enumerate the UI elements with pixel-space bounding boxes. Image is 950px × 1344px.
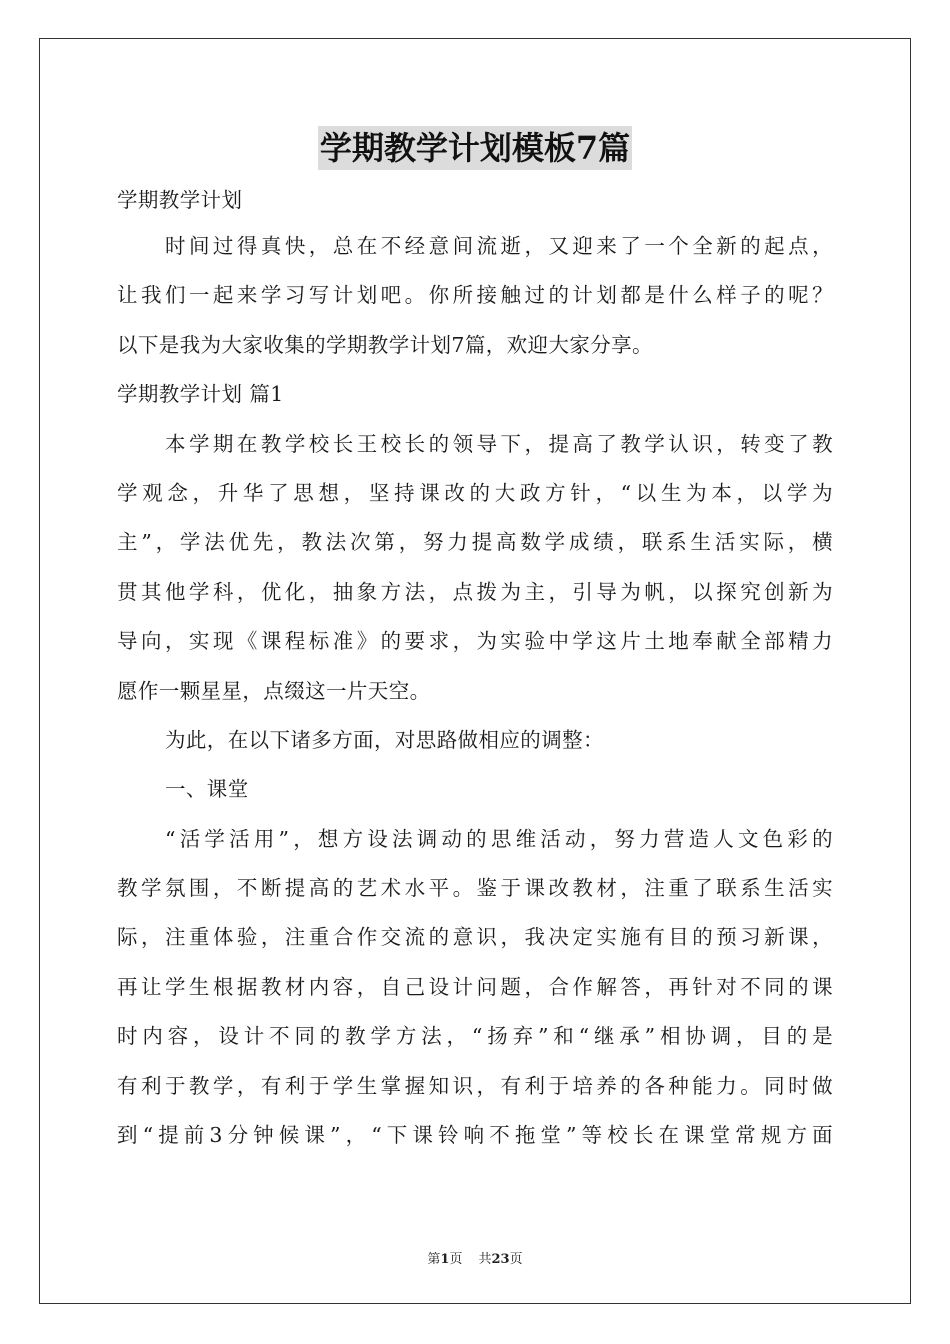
subsection-heading: 一、课堂 xyxy=(165,777,249,802)
paragraph-line: 到“提前3分钟候课”，“下课铃响不拖堂”等校长在课堂常规方面 xyxy=(117,1123,833,1148)
footer-total-pages: 23 xyxy=(491,1252,510,1267)
paragraph-line: 为此，在以下诸多方面，对思路做相应的调整： xyxy=(165,727,604,752)
paragraph-line: 学期教学计划 xyxy=(117,188,243,212)
title-container xyxy=(0,126,950,170)
footer-page-number: 1 xyxy=(440,1252,450,1267)
footer-total-prefix: 共 xyxy=(478,1252,492,1267)
paragraph-line: 以下是我为大家收集的学期教学计划7篇，欢迎大家分享。 xyxy=(117,332,653,357)
paragraph-line: 际，注重体验，注重合作交流的意识，我决定实施有目的预习新课， xyxy=(117,925,833,950)
paragraph-line: 让我们一起来学习写计划吧。你所接触过的计划都是什么样子的呢？ xyxy=(117,283,833,308)
footer-page-suffix: 页 xyxy=(449,1252,463,1267)
paragraph-line: 导向，实现《课程标准》的要求，为实验中学这片土地奉献全部精力 xyxy=(117,629,833,654)
paragraph-line: 时间过得真快，总在不经意间流逝，又迎来了一个全新的起点， xyxy=(165,234,833,258)
paragraph-line: 时内容，设计不同的教学方法，“扬弃”和“继承”相协调，目的是 xyxy=(117,1024,833,1049)
paragraph-line: 本学期在教学校长王校长的领导下，提高了教学认识，转变了教 xyxy=(165,431,833,456)
paragraph-line: 贯其他学科，优化，抽象方法，点拨为主，引导为帆，以探究创新为 xyxy=(117,579,833,604)
footer-page-prefix: 第 xyxy=(427,1252,441,1267)
paragraph-line: “活学活用”，想方设法调动的思维活动，努力营造人文色彩的 xyxy=(165,826,833,851)
paragraph-line: 再让学生根据教材内容，自己设计问题，合作解答，再针对不同的课 xyxy=(117,974,833,999)
page-footer xyxy=(0,1248,950,1267)
paragraph-line: 学观念，升华了思想，坚持课改的大政方针，“以生为本，以学为 xyxy=(117,480,833,505)
footer-total-suffix: 页 xyxy=(509,1252,523,1267)
paragraph-line: 教学氛围，不断提高的艺术水平。鉴于课改教材，注重了联系生活实 xyxy=(117,876,833,901)
paragraph-line: 有利于教学，有利于学生掌握知识，有利于培养的各种能力。同时做 xyxy=(117,1073,833,1098)
paragraph-line: 愿作一颗星星，点缀这一片天空。 xyxy=(117,678,431,703)
document-title: 学期教学计划模板7篇 xyxy=(318,126,632,170)
section-heading: 学期教学计划 篇1 xyxy=(117,382,284,407)
paragraph-line: 主”，学法优先，教法次第，努力提高数学成绩，联系生活实际，横 xyxy=(117,530,833,555)
document-body xyxy=(117,178,833,1160)
